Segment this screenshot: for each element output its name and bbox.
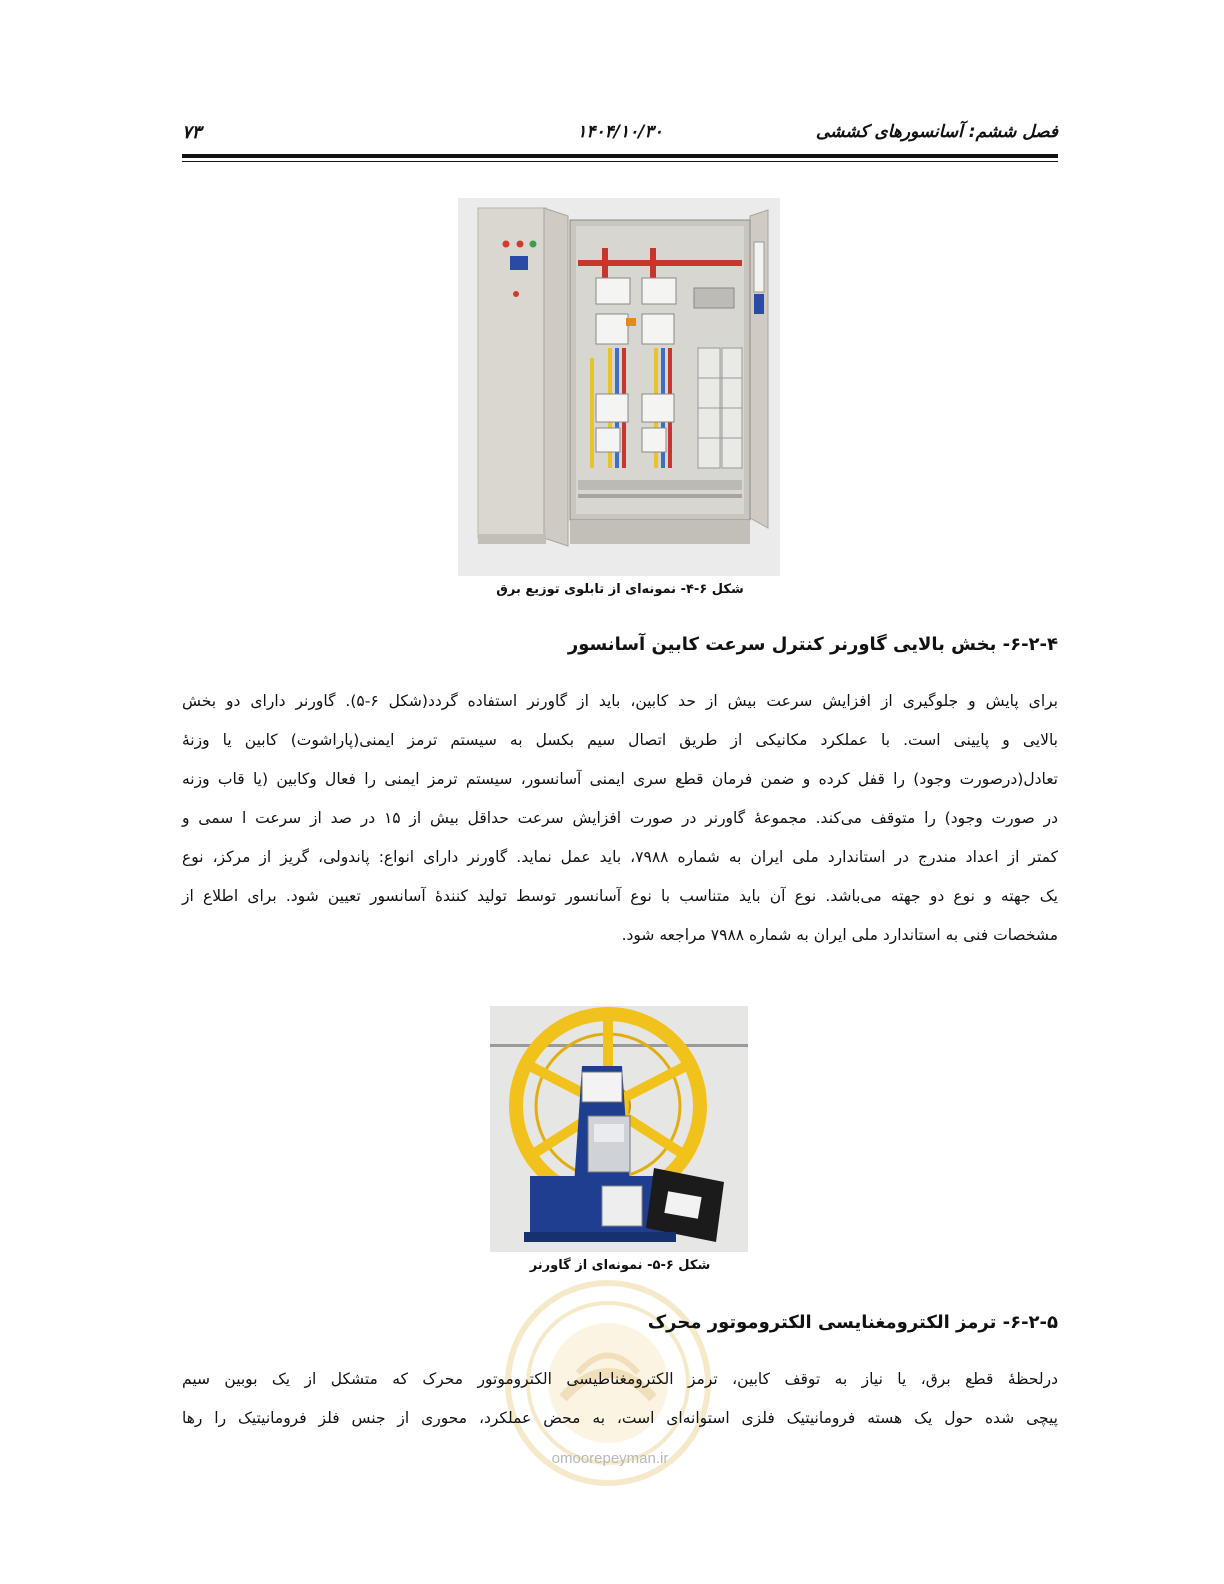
header-rule-thin [182,161,1058,162]
watermark-site: omoorepeyman.ir [551,1450,669,1467]
header-rule-thick [182,154,1058,158]
paragraph-line: برای پایش و جلوگیری از افزایش سرعت بیش از حد کابین، باید از گاورنر استفاده گردد(شکل ۶-۵). گاورنر دارای دو بخش [182,692,1058,710]
paragraph-line: یک جهته و نوع دو جهته می‌باشد. نوع آن باید متناسب با نوع آسانسور توسط تولید کنندهٔ آسانسور تعیین شود. برای اطلاع از [182,887,1058,905]
paragraph-line: پیچی شده حول یک هسته فرومانیتیک فلزی استوانه‌ای است، به محض عملکرد، محوری از جنس فلز فرومانیتیک را رها [182,1409,1058,1427]
section-paragraph [182,1360,1058,1438]
page-number: ۷۳ [182,122,202,143]
figure-caption: شکل ۶-۵- نمونه‌ای از گاورنر [529,1258,711,1273]
paragraph-line: مشخصات فنی به استاندارد ملی ایران به شماره ۷۹۸۸ مراجعه شود. [621,926,1058,944]
running-header [182,118,1058,148]
paragraph-line: درلحظهٔ قطع برق، یا نیاز به توقف کابین، ترمز الکترومغناطیسی الکتروموتور محرک که متشکل از یک بوبین سیم [182,1370,1058,1388]
electrical-cabinet-photo [458,198,780,576]
paragraph-line: در صورت وجود) را متوقف می‌کند. مجموعهٔ گاورنر در صورت افزایش سرعت حداقل بیش از ۱۵ در صد از سرعت ا سمی و [182,809,1058,827]
paragraph-line: بالایی و پایینی است. با عملکرد مکانیکی از طریق اتصال سیم بکسل به سیستم ترمز ایمنی(پاراشوت) کابین یا وزنهٔ [182,731,1058,749]
header-date: ۱۴۰۴/۱۰/۳۰ [577,122,663,142]
figure-caption: شکل ۶-۴- نمونه‌ای از تابلوی توزیع برق [496,582,744,597]
paragraph-line: کمتر از اعداد مندرج در استاندارد ملی ایران به شماره ۷۹۸۸، باید عمل نماید. گاورنر دارای انواع: پاندولی، گریز از مرکز، نوع [182,848,1058,866]
governor-illustration [490,1006,748,1252]
section-title: ۶-۲-۵- ترمز الکترومغنایسی الکتروموتور محرک [647,1312,1058,1333]
governor-photo [490,1006,748,1252]
section-title: ۶-۲-۴- بخش بالایی گاورنر کنترل سرعت کابین آسانسور [567,634,1058,655]
paragraph-line: تعادل(درصورت وجود) را قفل کرده و ضمن فرمان قطع سری ایمنی آسانسور، سیستم ترمز ایمنی را فعال وکابین (یا قاب وزنه [182,770,1058,788]
electrical-cabinet-illustration [458,198,780,576]
chapter-title: فصل ششم: آسانسورهای کششی [815,122,1058,142]
section-paragraph [182,682,1058,955]
